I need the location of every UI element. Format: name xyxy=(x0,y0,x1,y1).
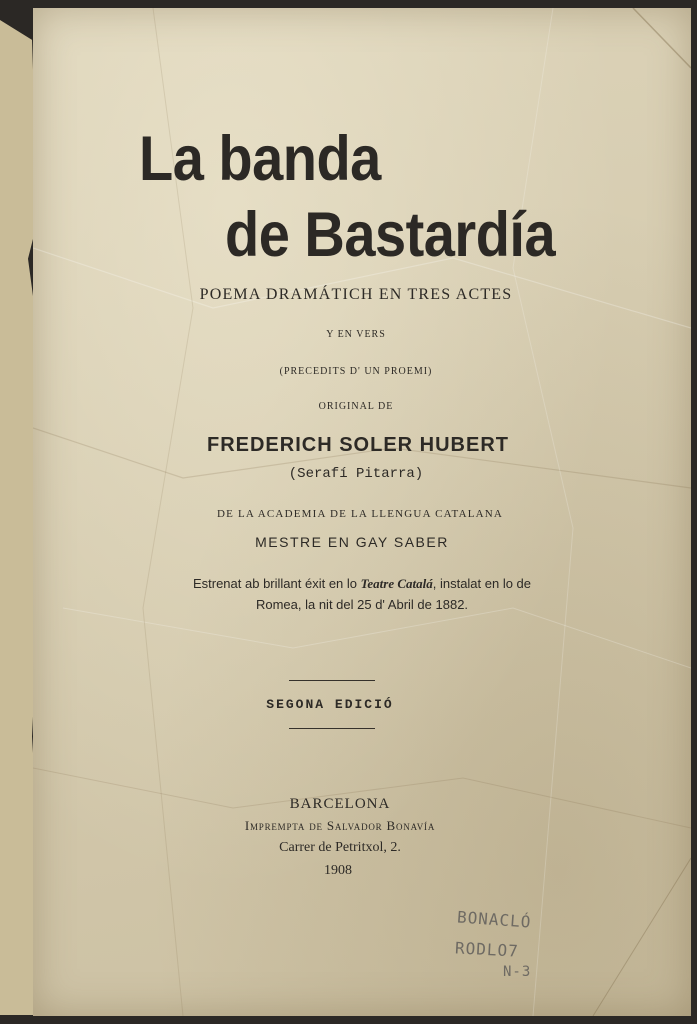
edition-rule-bottom xyxy=(289,728,375,729)
subtitle: POEMA DRAMÁTICH EN TRES ACTES xyxy=(199,286,513,303)
premiere-prefix: Estrenat ab brillant éxit en lo xyxy=(192,576,361,591)
edition-label: SEGONA EDICIÓ xyxy=(266,697,394,712)
author-pseudonym: (Serafí Pitarra) xyxy=(288,466,424,482)
preceded-note: (PRECEDITS D' UN PROEMI) xyxy=(279,366,433,377)
title-page xyxy=(33,8,691,1016)
author-name: FREDERICH SOLER HUBERT xyxy=(206,434,509,456)
academy-affiliation: DE LA ACADEMIA DE LA LLENGUA CATALANA xyxy=(216,508,504,520)
premiere-line-1 xyxy=(33,576,691,592)
honor-title: MESTRE EN GAY SABER xyxy=(255,534,449,550)
original-de: ORIGINAL DE xyxy=(318,401,394,412)
imprint-year: 1908 xyxy=(324,863,352,878)
edition-rule-top xyxy=(289,680,375,681)
pencil-note-3: N-3 xyxy=(503,964,532,980)
verse-note: Y EN VERS xyxy=(326,329,386,340)
premiere-line-2: Romea, la nit del 25 d' Abril de 1882. xyxy=(255,597,469,612)
title-line-2: de Bastardía xyxy=(225,199,556,270)
pencil-note-1: BONACLÓ xyxy=(456,907,533,932)
premiere-suffix: , instalat en lo de xyxy=(432,576,532,591)
pencil-note-2: RODLO7 xyxy=(454,938,520,961)
imprint-street: Carrer de Petritxol, 2. xyxy=(279,840,401,855)
premiere-theatre: Teatre Catalá xyxy=(360,576,433,591)
imprint-city: BARCELONA xyxy=(289,796,391,812)
title-line-1: La banda xyxy=(139,123,381,194)
imprint-printer: Imprempta de Salvador Bonavía xyxy=(244,818,436,833)
